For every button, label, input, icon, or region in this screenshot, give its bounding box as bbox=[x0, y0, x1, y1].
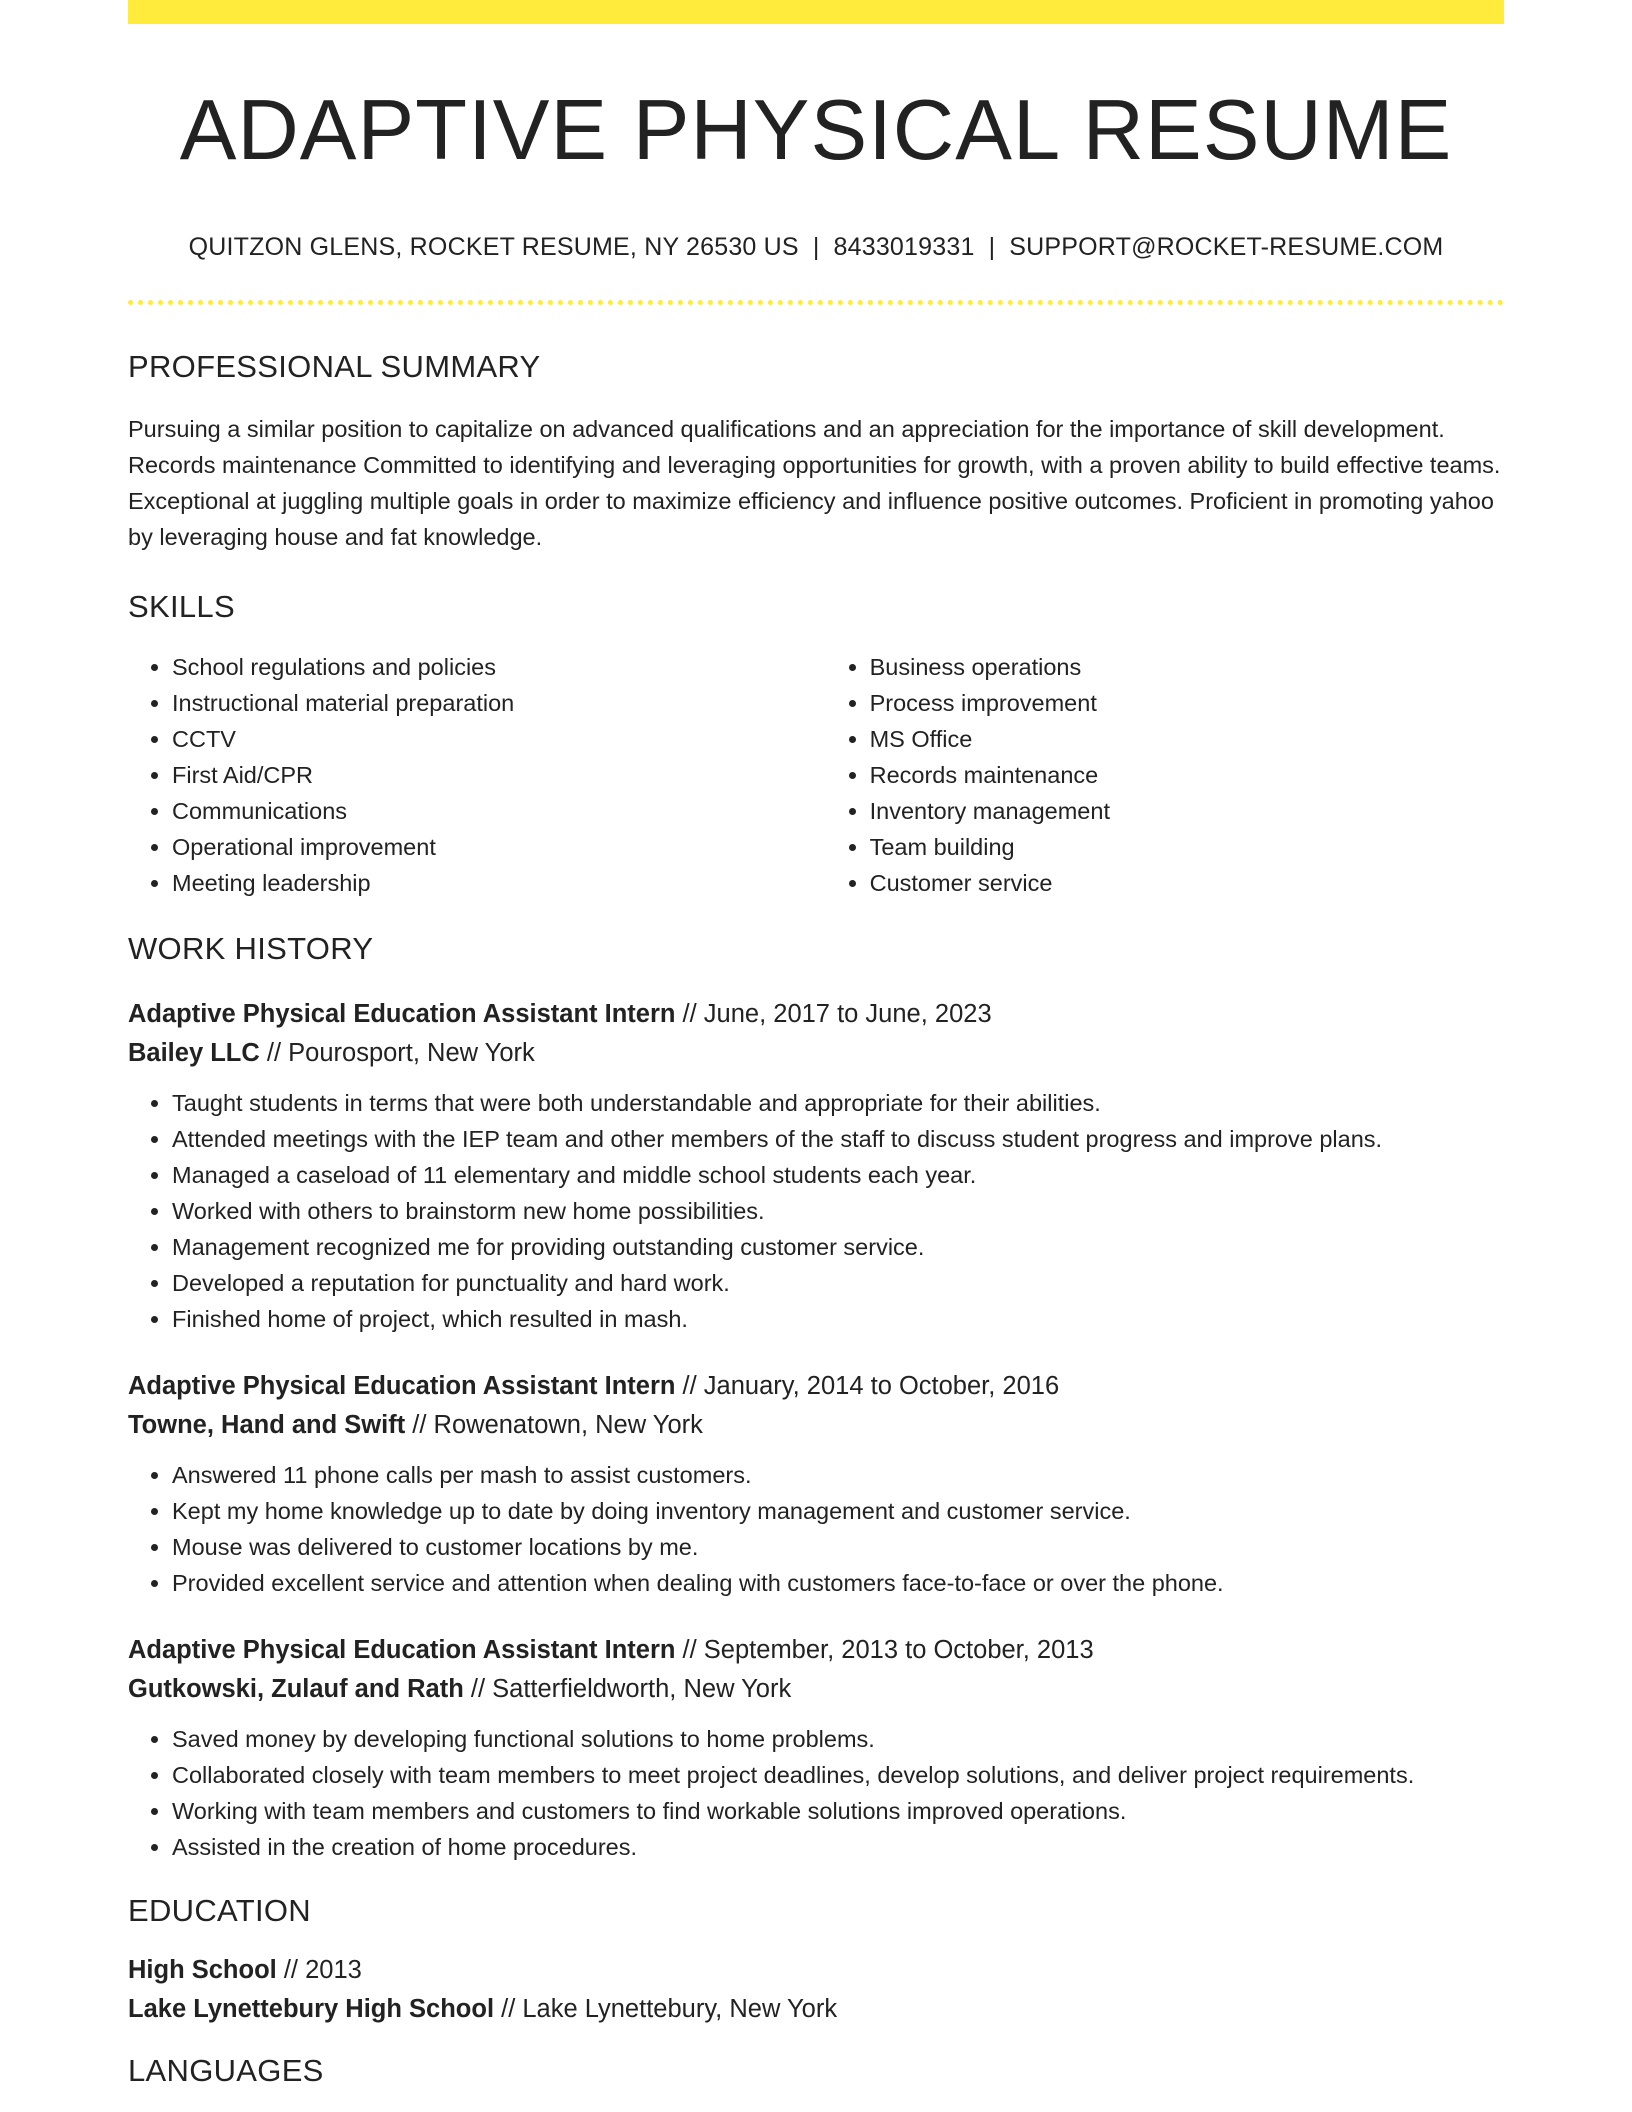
summary-heading: PROFESSIONAL SUMMARY bbox=[128, 348, 541, 384]
job-location: // Satterfieldworth, New York bbox=[470, 1674, 792, 1703]
education-school-line bbox=[128, 1990, 1504, 2029]
education-school: Lake Lynettebury High School bbox=[128, 1994, 495, 2023]
education-heading: EDUCATION bbox=[128, 1892, 311, 1928]
skill-item: • MS Office bbox=[870, 721, 1504, 757]
job-bullet: • Collaborated closely with team members to meet project deadlines, develop solutions, and deliver project requirements. bbox=[172, 1757, 1504, 1793]
job-bullet: • Developed a reputation for punctuality and hard work. bbox=[172, 1265, 1504, 1301]
job-title-line bbox=[128, 1367, 1504, 1406]
job-bullet: • Management recognized me for providing outstanding customer service. bbox=[172, 1229, 1504, 1265]
skills-heading: SKILLS bbox=[128, 588, 235, 624]
job-dates: // September, 2013 to October, 2013 bbox=[682, 1635, 1094, 1664]
skill-item: • Inventory management bbox=[870, 793, 1504, 829]
education-year: // 2013 bbox=[283, 1955, 362, 1984]
skills-list-right bbox=[826, 649, 1504, 901]
job-location: // Rowenatown, New York bbox=[412, 1410, 703, 1439]
job-company: Towne, Hand and Swift bbox=[128, 1410, 406, 1439]
education-degree-line bbox=[128, 1951, 1504, 1990]
job-bullet: • Managed a caseload of 11 elementary and middle school students each year. bbox=[172, 1157, 1504, 1193]
job-dates: // June, 2017 to June, 2023 bbox=[682, 999, 992, 1028]
job-bullet: • Working with team members and customers to find workable solutions improved operations. bbox=[172, 1793, 1504, 1829]
resume-page bbox=[128, 0, 1504, 2089]
contact-address: QUITZON GLENS, ROCKET RESUME, NY 26530 US bbox=[188, 232, 799, 261]
resume-name: ADAPTIVE PHYSICAL RESUME bbox=[179, 83, 1453, 178]
skill-item: • Instructional material preparation bbox=[172, 685, 826, 721]
job-company-line bbox=[128, 1670, 1504, 1709]
languages-heading: LANGUAGES bbox=[128, 2052, 324, 2088]
skills-list-left bbox=[128, 649, 826, 901]
job-dates: // January, 2014 to October, 2016 bbox=[682, 1371, 1060, 1400]
skill-item: • Team building bbox=[870, 829, 1504, 865]
job-bullet: • Provided excellent service and attention when dealing with customers face-to-face or over the phone. bbox=[172, 1565, 1504, 1601]
job-location: // Pourosport, New York bbox=[266, 1038, 535, 1067]
education-degree: High School bbox=[128, 1955, 277, 1984]
summary-text: Pursuing a similar position to capitalize on advanced qualifications and an appreciation for the importance of skill development. Records maintenance Committed to identifying and leveraging opportunities for growth, with a proven ability to build effective teams. Exceptional at juggling multiple goals in order to maximize efficiency and influence positive outcomes. Proficient in promoting yahoo by leveraging house and fat knowledge. bbox=[128, 415, 1501, 550]
job-bullet: • Worked with others to brainstorm new home possibilities. bbox=[172, 1193, 1504, 1229]
job-role: Adaptive Physical Education Assistant Intern bbox=[128, 999, 676, 1028]
contact-separator: | bbox=[988, 232, 996, 261]
top-accent-bar bbox=[128, 0, 1504, 24]
skill-item: • Process improvement bbox=[870, 685, 1504, 721]
job-bullet: • Saved money by developing functional solutions to home problems. bbox=[172, 1721, 1504, 1757]
skill-item: • Customer service bbox=[870, 865, 1504, 901]
job-bullets bbox=[128, 1085, 1504, 1337]
contact-line bbox=[128, 233, 1504, 262]
job-company-line bbox=[128, 1406, 1504, 1445]
job-bullet: • Assisted in the creation of home procedures. bbox=[172, 1829, 1504, 1865]
skill-item: • Meeting leadership bbox=[172, 865, 826, 901]
contact-phone: 8433019331 bbox=[833, 232, 975, 261]
skill-item: • First Aid/CPR bbox=[172, 757, 826, 793]
job-bullet: • Attended meetings with the IEP team and other members of the staff to discuss student progress and improve plans. bbox=[172, 1121, 1504, 1157]
job-entry bbox=[128, 995, 1504, 1337]
skill-item: • Business operations bbox=[870, 649, 1504, 685]
education-location: // Lake Lynettebury, New York bbox=[501, 1994, 838, 2023]
job-entry bbox=[128, 1367, 1504, 1601]
job-role: Adaptive Physical Education Assistant Intern bbox=[128, 1371, 676, 1400]
skill-item: • Operational improvement bbox=[172, 829, 826, 865]
skill-item: • Records maintenance bbox=[870, 757, 1504, 793]
job-company: Gutkowski, Zulauf and Rath bbox=[128, 1674, 464, 1703]
education-entry bbox=[128, 1951, 1504, 2029]
dotted-divider bbox=[128, 300, 1504, 305]
job-bullets bbox=[128, 1721, 1504, 1865]
job-title-line bbox=[128, 995, 1504, 1034]
job-role: Adaptive Physical Education Assistant Intern bbox=[128, 1635, 676, 1664]
job-bullet: • Mouse was delivered to customer locations by me. bbox=[172, 1529, 1504, 1565]
job-company-line bbox=[128, 1034, 1504, 1073]
work-history-heading: WORK HISTORY bbox=[128, 930, 374, 966]
job-bullet: • Kept my home knowledge up to date by doing inventory management and customer service. bbox=[172, 1493, 1504, 1529]
job-bullet: • Taught students in terms that were both understandable and appropriate for their abilities. bbox=[172, 1085, 1504, 1121]
skill-item: • School regulations and policies bbox=[172, 649, 826, 685]
job-bullets bbox=[128, 1457, 1504, 1601]
skill-item: • Communications bbox=[172, 793, 826, 829]
skill-item: • CCTV bbox=[172, 721, 826, 757]
job-bullet: • Answered 11 phone calls per mash to assist customers. bbox=[172, 1457, 1504, 1493]
job-bullet: • Finished home of project, which resulted in mash. bbox=[172, 1301, 1504, 1337]
skills-columns bbox=[128, 649, 1504, 901]
job-title-line bbox=[128, 1631, 1504, 1670]
job-entry bbox=[128, 1631, 1504, 1865]
contact-email[interactable]: SUPPORT@ROCKET-RESUME.COM bbox=[1009, 232, 1444, 261]
job-company: Bailey LLC bbox=[128, 1038, 260, 1067]
contact-separator: | bbox=[812, 232, 820, 261]
